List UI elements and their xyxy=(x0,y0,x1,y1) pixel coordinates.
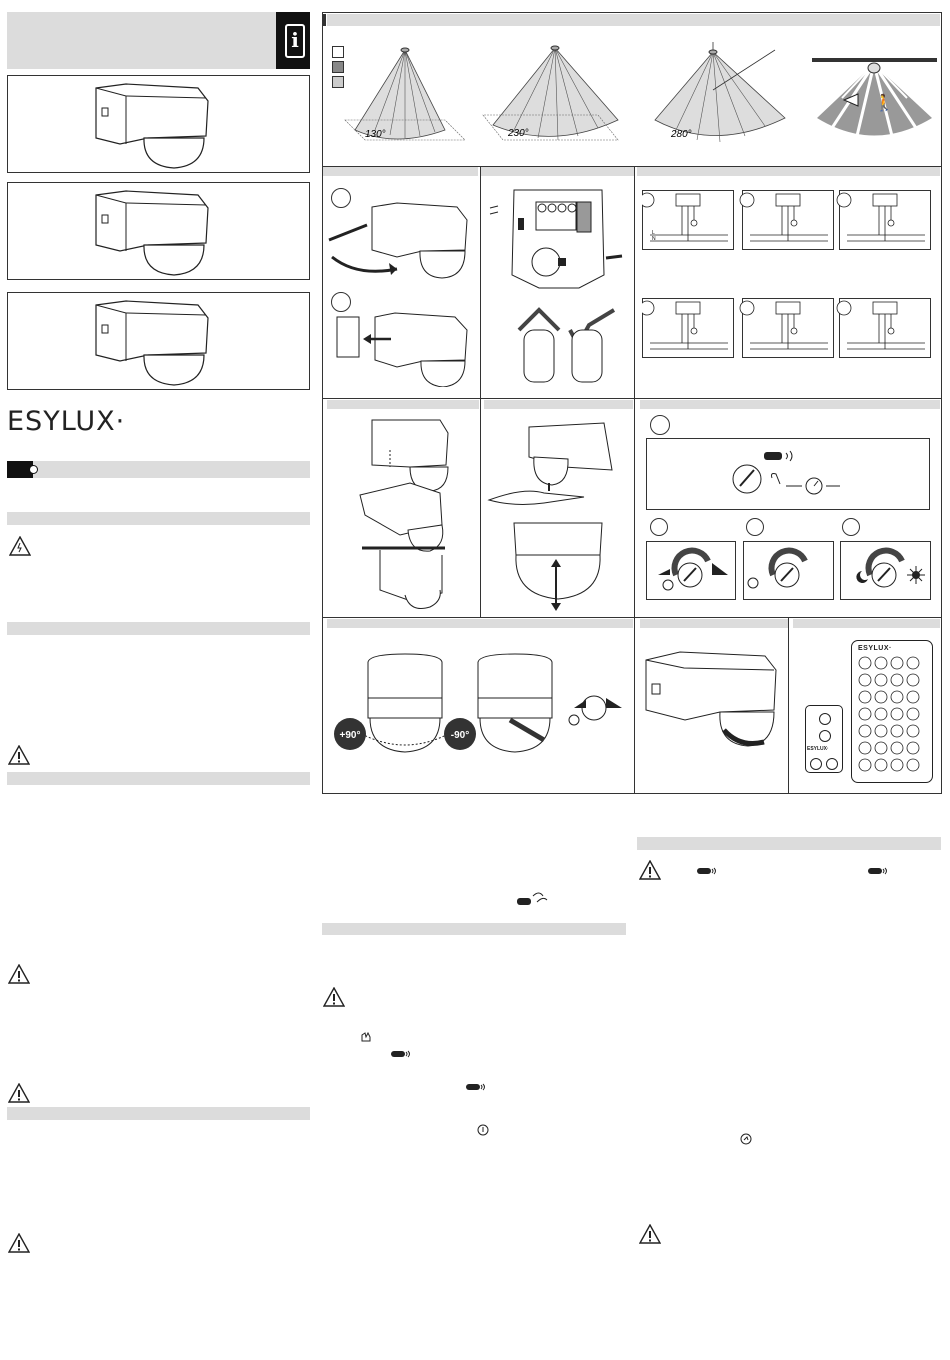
language-bar xyxy=(7,461,310,478)
wiring-header xyxy=(637,167,940,176)
settings-step-a xyxy=(650,415,670,435)
warning-triangle-icon xyxy=(8,1083,30,1103)
open-housing-illustration xyxy=(327,195,475,285)
section-bar-2 xyxy=(7,622,310,635)
remove-cover-illustration xyxy=(335,305,475,387)
detection-range-130 xyxy=(335,40,475,152)
settings-header xyxy=(640,400,940,409)
section-bar-4 xyxy=(7,1107,310,1120)
product-image-2 xyxy=(7,182,310,280)
remote-control-icon xyxy=(465,1082,487,1092)
brand-logo: ESYLUX· xyxy=(7,406,126,437)
mount-header xyxy=(323,167,478,176)
angle-label: 130° xyxy=(365,129,386,140)
warning-triangle-icon xyxy=(8,1233,30,1253)
section-bar-3 xyxy=(7,772,310,785)
section-bar-1 xyxy=(7,512,310,525)
remote-gesture-icon xyxy=(513,890,553,910)
language-marker xyxy=(7,461,33,478)
rotate-minus-label: -90° xyxy=(450,730,470,741)
rotate-illustration xyxy=(330,650,630,760)
warning-triangle-icon xyxy=(639,860,661,880)
section-bar-middle xyxy=(322,923,626,935)
remote-control-icon xyxy=(696,866,718,876)
wiring-lines xyxy=(642,190,932,360)
terminal-header xyxy=(481,167,634,176)
rotate-header xyxy=(327,619,633,628)
remote-control-small xyxy=(805,705,843,773)
warning-triangle-icon xyxy=(8,745,30,765)
rotate-plus-label: +90° xyxy=(339,730,361,741)
settings-step-c xyxy=(746,518,764,536)
angle-label: 230° xyxy=(508,128,529,139)
detection-range-280 xyxy=(635,40,805,152)
timer-icon xyxy=(748,578,758,588)
hand-install-illustration xyxy=(484,415,634,615)
remote-brand-large: ESYLUX· xyxy=(858,645,892,652)
program-button-icon xyxy=(477,1124,489,1136)
detection-header xyxy=(327,14,940,26)
info-box xyxy=(276,12,310,69)
line-label: L xyxy=(652,230,655,236)
settings-step-b xyxy=(650,518,668,536)
walking-person-icon: 🚶 xyxy=(874,95,894,112)
warning-triangle-icon xyxy=(9,536,31,556)
alignment-illustration xyxy=(350,415,475,610)
detection-range-230 xyxy=(478,40,628,152)
warning-triangle-icon xyxy=(323,987,345,1007)
detection-approach-diagram xyxy=(812,58,937,138)
section-bar-right xyxy=(637,837,941,850)
hand-gesture-icon xyxy=(772,474,781,485)
sensor-side-view xyxy=(8,293,311,391)
alignment-header xyxy=(327,400,479,409)
warning-triangle-icon xyxy=(8,964,30,984)
angle-label: 280° xyxy=(671,129,692,140)
hand-gesture-icon xyxy=(360,1031,372,1043)
terminal-block-illustration xyxy=(484,180,632,395)
product-image-1 xyxy=(7,75,310,173)
remote-brand-small: ESYLUX· xyxy=(807,746,829,752)
settings-step-d xyxy=(842,518,860,536)
remote-header xyxy=(793,619,940,628)
reset-button-icon xyxy=(740,1133,752,1145)
product-image-3 xyxy=(7,292,310,390)
header-gray-box xyxy=(7,12,276,69)
dome-rotate-illustration xyxy=(640,640,786,750)
remote-teach-illustration xyxy=(720,448,840,498)
remote-buttons xyxy=(851,655,933,781)
info-icon: i xyxy=(285,24,305,58)
remote-control-icon xyxy=(390,1049,412,1059)
dial-illustrations xyxy=(646,541,936,601)
install-header xyxy=(484,400,633,409)
remote-control-icon xyxy=(867,866,889,876)
sensor-side-view xyxy=(8,76,311,174)
sensor-side-view xyxy=(8,183,311,281)
neutral-label: N xyxy=(652,236,656,242)
dome-header xyxy=(640,619,788,628)
warning-triangle-icon xyxy=(639,1224,661,1244)
